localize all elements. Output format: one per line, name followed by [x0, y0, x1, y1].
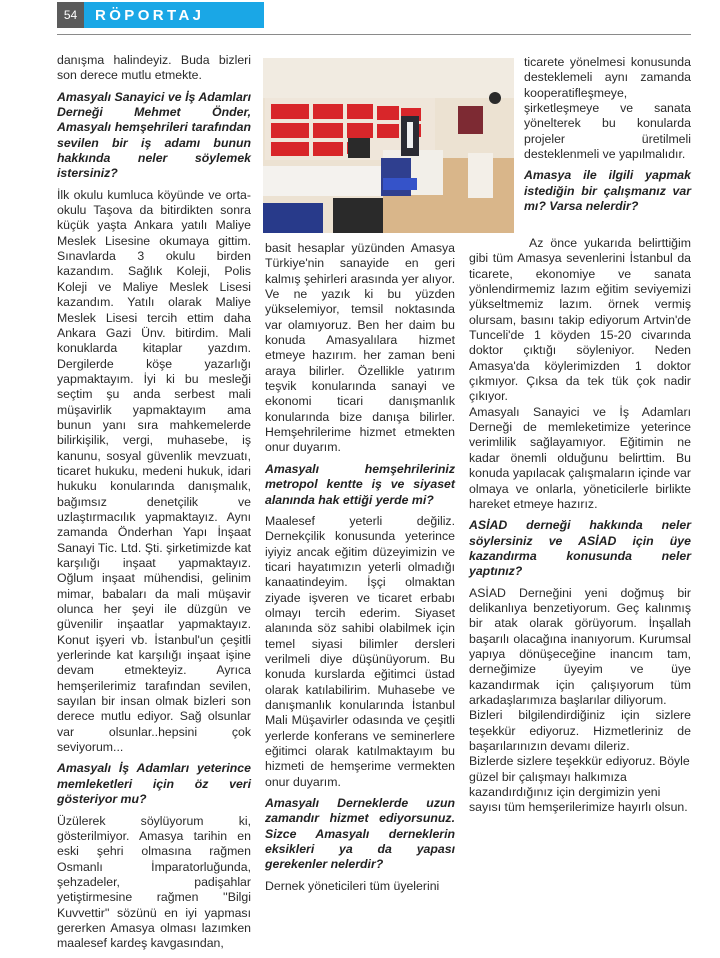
- answer-paragraph: Bizlerde sizlere teşekkür ediyoruz. Böyle güzel bir çalışmayı halkımıza kazandırdığınız için dergimizin yeni sayısı tüm hemşerilerimize hayırlı olsun.: [469, 754, 690, 815]
- header-divider: [57, 34, 691, 35]
- answer-paragraph: Üzülerek söylüyorum ki, gösterilmiyor. Amasya tarihin en eski şehri olmasına rağmen Osmanlı İmparatorluğunda, şehzadeler, padişahlar yetiştirmesine rağmen ''Bilgi Kuvvettir'' sözünü en iyi yapması gererken Amasya olması lazımken maalesef kardeş kavgasından,: [57, 813, 251, 951]
- page-header: [57, 2, 264, 28]
- answer-paragraph: Dernek yöneticileri tüm üyelerini: [265, 878, 440, 893]
- answer-paragraph: basit hesaplar yüzünden Amasya Türkiye'nin sanayide en geri kalmış şehirleri arasında yer alıyor. Ve ne yazık ki bu yüzden yükselemiyor, temsil noktasında var olamıyoruz. Ben her daim bu konuda Amasyalılara hizmet etmeye hazırım. her zaman beni araya bilirler. Özellikle yatırım teşvik konularında sanayi ve ekonomi ticari danışmanlık konularında bize danışa bilirler. Hemşehrilerime hizmet etmekten onur duyarım.: [265, 241, 455, 455]
- question-heading: Amasyalı Sanayici ve İş Adamları Derneği Mehmet Önder, Amasyalı hemşehrileri tarafından sevilen bir iş adamı bunun hakkında neler söylemek istersiniz?: [57, 89, 251, 181]
- column-3: [469, 236, 691, 822]
- answer-paragraph: Amasyalı Sanayici ve İş Adamları Derneği de memleketimize yeterince verimlilik sağlayamıyor. Eğitimin ne kadar önemli olduğunu belirttim. Bu konuda yapılacak çalışmaların içinde var olmaya ve onlarla, yöneticilerle birlikte hareket etmeye hazırız.: [469, 404, 691, 511]
- column-1: [57, 53, 251, 958]
- question-heading: Amasyalı hemşehrileriniz metropol kentte iş ve siyaset alanında hak ettiği yerde mi?: [265, 461, 455, 507]
- question-heading: Amasya ile ilgili yapmak istediğin bir çalışmanız var mı? Varsa nelerdir?: [524, 168, 691, 214]
- answer-paragraph: Az önce yukarıda belirttiğim gibi tüm Amasya sevenlerini İstanbul da ticarete, ekonomiye ve sanata yönlendirmemiz lazım eğitim seviyemizi yükseltmemiz lazım. örnek vermiş olursam, basını takip ediyorum Artvin'de Tunceli'de 1 köyden 15-20 civarında doktor çıktığı söyleniyor. Neden Amasya'da köylerimizden 1 doktor çıkmıyor. Çıksa da tek tük çok nadir çıkıyor.: [469, 236, 691, 404]
- column-3-top: [524, 55, 691, 220]
- office-photo-icon: [263, 58, 514, 233]
- section-title: RÖPORTAJ: [84, 2, 264, 28]
- answer-paragraph: İlk okulu kumluca köyünde ve orta-okulu Taşova da bitirdikten sonra küçük yaşta Ankara yatılı Maliye Meslek Lisesine okumaya gittim. Sınavlarda 3 okulu birden kazandım. Sağlık Koleji, Polis Koleji ve Maliye Meslek Lisesi kazandım. Yatılı olarak Maliye Meslek Lisesi tercih ettim daha Ankara Gazi Ünv. bitirdim. Mali konuklarda kitaplar yazdım. Dergilerde köşe yazarlığı yapmaktayım. İyi ki bu mesleği seçtim şu anda serbest mali müşavirlik yapmaktayım ama bunun yanı sıra mahkemelerde bilirkişilik, vergi, muhasebe, iş kanunu, sosyal güvenlik mevzuatı, ticaret hukuku, medeni hukuk, idari hukuku konularında danışmalık, bağımsız denetçilik ve uzlaştırmacılık yapmaktayız. Aynı zamanda Önderhan Yapı İnşaat Sanayi Tic. Ltd. Şti. şirketimizde kat karşılığı inşaat yapmaktayız. Oğlum inşaat mühendisi, gelinim mimar, babaları da mali müşavir olunca her şeyi ile düzgün ve güvenilir inşaatlar yapmaktayız. Konut işyeri vb. İstanbul'un çeşitli yerlerinde kat karşılığı inşaat işine devam etmekteyiz. Ayrıca hemşerilerimiz tarafından sevilen, sayılan bir insan olmak bizleri son derece mutlu ediyor. Sağ olsunlar var olsunlar..hepsini çok seviyorum...: [57, 187, 251, 755]
- answer-paragraph: ticarete yönelmesi konusunda desteklemeli aynı zamanda kooperatifleşmeye, şirketleşmeye ve sanata yönelterek bu konularda projeler üretilmeli desteklenmeli ve yapılmalıdır.: [524, 55, 691, 162]
- answer-paragraph: ASİAD Derneğini yeni doğmuş bir delikanlıya benzetiyorum. Geç kalınmış bir atak olarak görüyorum. İnşallah başarılı olacağına inanıyorum. Kurumsal yapıya dönüşeceğine inancım tam, derneğimize üyeyim ve üye kazandırmak için çalışıyorum tüm arkadaşlarımıza başlarılar diliyorum.: [469, 585, 691, 707]
- answer-paragraph: danışma halindeyiz. Buda bizleri son derece mutlu etmekte.: [57, 53, 251, 83]
- column-2: [265, 241, 455, 900]
- answer-paragraph: Bizleri bilgilendirdiğiniz için sizlere teşekkür ediyoruz. Hizmetleriniz de başarılarınızın devamı dileriz.: [469, 708, 691, 753]
- office-photo: [263, 58, 514, 233]
- answer-paragraph: Maalesef yeterli değiliz. Dernekçilik konusunda yeterince iyiyiz ancak eğitim düzeyimizin ve ticari hayatımızın yeterli olmadığı kanaatindeyim. İşçi olmaktan ziyade işveren ve ticaret erbabı olmayı tercih ederim. Siyaset alanında söz sahibi olabilmek için temel siyasi bilimler dersleri verilmeli diye düşünüyorum. Bu konuda kurslarda eğitimci üstad olarak katılabilirim. Muhasebe ve danışmanlık konularında İstanbul Mali Müşavirler odasında ve çeşitli yerlerde konferans ve seminerlere eğitimci olarak katılmaktayım bu hizmeti de hemşerime vermekten onur duyarım.: [265, 513, 455, 789]
- page-number: 54: [57, 2, 84, 28]
- question-heading: Amasyalı Derneklerde uzun zamandır hizmet ediyorsunuz. Sizce Amasyalı derneklerin eksikleri ya da yapası gerekenler nelerdir?: [265, 796, 455, 872]
- question-heading: ASİAD derneği hakkında neler söylersiniz ve ASİAD için üye kazandırma konusunda neler yaptınız?: [469, 518, 691, 579]
- question-heading: Amasyalı İş Adamları yeterince memleketleri için öz veri gösteriyor mu?: [57, 761, 251, 807]
